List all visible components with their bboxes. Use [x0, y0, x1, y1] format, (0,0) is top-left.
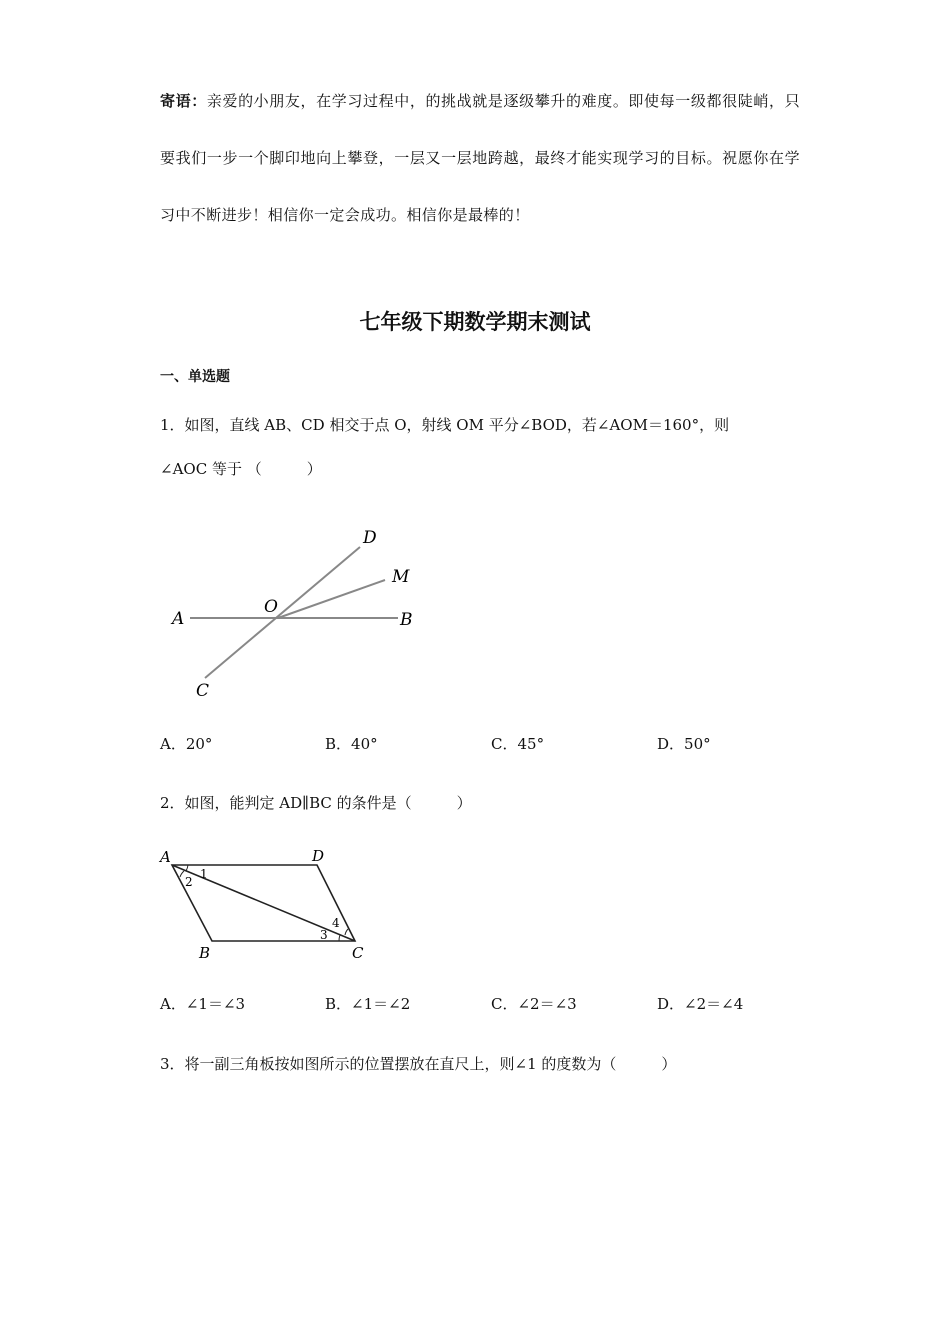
angle-4-label: 4: [332, 916, 340, 930]
q2-option-b[interactable]: B．∠1＝∠2: [325, 995, 411, 1013]
angle-1-label: 1: [200, 867, 208, 881]
q1-option-b[interactable]: B．40°: [325, 735, 378, 753]
label-a: A: [160, 848, 171, 866]
section-heading: 一、单选题: [160, 369, 230, 385]
label-m: M: [392, 567, 410, 587]
label-c: C: [352, 944, 364, 962]
q2-stem: 2．如图，能判定 AD∥BC 的条件是（ ）: [160, 794, 472, 812]
q1-option-a[interactable]: A．20°: [160, 735, 213, 753]
intro-paragraph: [160, 73, 800, 244]
intro-text: 亲爱的小朋友，在学习过程中，的挑战就是逐级攀升的难度。即使每一级都很陡峭，只要我们一步一个脚印地向上攀登，一层又一层地跨越，最终才能实现学习的目标。祝愿你在学习中不断进步！相信你一定会成功。相信你是最棒的！: [160, 92, 800, 224]
q2-option-c[interactable]: C．∠2＝∠3: [491, 995, 577, 1013]
q1-stem-line2: ∠AOC 等于 （ ）: [160, 460, 322, 478]
arc-4: [345, 929, 348, 935]
angle-2-label: 2: [185, 875, 193, 889]
arc-1: [186, 865, 188, 871]
angle-3-label: 3: [320, 928, 328, 942]
label-b: B: [400, 610, 413, 630]
line-cd: [205, 547, 360, 678]
label-a: A: [172, 609, 185, 629]
q2-figure: [155, 843, 385, 968]
q2-option-d[interactable]: D．∠2＝∠4: [657, 995, 744, 1013]
q1-option-c[interactable]: C．45°: [491, 735, 545, 753]
arc-3: [339, 935, 340, 941]
label-d: D: [363, 528, 377, 548]
label-c: C: [196, 681, 210, 701]
arc-2: [180, 871, 184, 877]
q1-option-d[interactable]: D．50°: [657, 735, 711, 753]
q1-figure: [160, 520, 440, 710]
label-d: D: [312, 847, 325, 865]
intro-label: 寄语：: [160, 92, 207, 110]
q1-stem-line1: 1．如图，直线 AB、CD 相交于点 O，射线 OM 平分∠BOD，若∠AOM＝160°，则: [160, 416, 730, 434]
label-b: B: [199, 944, 211, 962]
ray-om: [278, 580, 385, 618]
q3-stem: 3．将一副三角板按如图所示的位置摆放在直尺上，则∠1 的度数为（ ）: [160, 1055, 677, 1073]
label-o: O: [264, 597, 278, 617]
page-title: 七年级下期数学期末测试: [359, 310, 591, 334]
q2-option-a[interactable]: A．∠1＝∠3: [160, 995, 246, 1013]
